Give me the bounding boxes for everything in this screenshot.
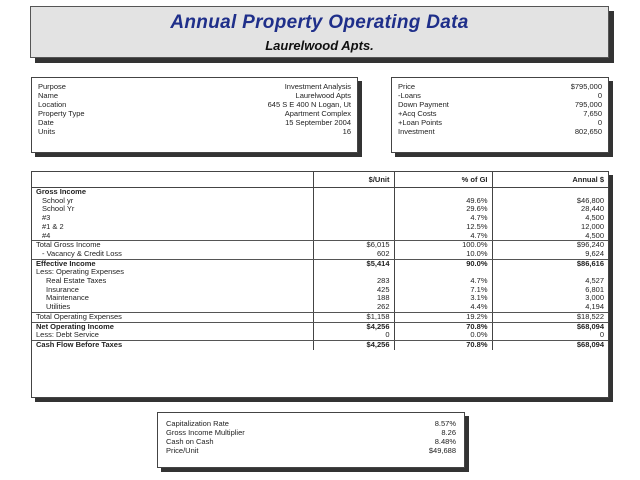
annual-value: $68,094 [492,322,608,331]
per-unit-value: $4,256 [313,340,394,349]
property-info-label: Property Type [38,109,85,118]
property-info-row [32,100,357,109]
row-label: Net Operating Income [36,321,114,331]
table-row [32,232,608,241]
table-row [32,223,608,232]
per-unit-value: 283 [313,277,394,286]
row-label: Less: Operating Expenses [36,267,124,277]
operating-data-table-box [31,171,609,398]
row-label: Utilities [32,303,313,312]
ratio-row [158,419,464,428]
pct-gi-value: 4.7% [394,232,492,241]
row-label: - Vacancy & Credit Loss [32,250,313,259]
property-info-label: Purpose [38,82,66,91]
annual-value: 4,194 [492,303,608,312]
property-info-box [31,77,358,153]
property-info-row [32,109,357,118]
price-info-value: 795,000 [574,100,602,109]
row-label: Maintenance [46,293,89,303]
row-label: School yr [42,195,74,205]
column-header-annual: Annual $ [492,172,608,188]
pct-gi-value: 29.6% [394,205,492,214]
ratio-label: Gross Income Multiplier [166,428,245,437]
annual-value: $18,522 [492,312,608,322]
ratio-label: Price/Unit [166,446,199,455]
column-header-pct-gi: % of GI [394,172,492,188]
per-unit-value: $6,015 [313,241,394,250]
price-info-value: 802,650 [574,127,602,136]
row-label: #3 [42,213,51,223]
annual-value: 4,500 [492,214,608,223]
table-row [32,294,608,303]
pct-gi-value: 4.4% [394,303,492,312]
price-info-value: 0 [597,91,602,100]
per-unit-value: 602 [313,250,394,259]
column-header-label [32,172,313,188]
report-header [30,6,609,58]
table-row [32,205,608,214]
annual-value: 4,527 [492,277,608,286]
table-row [32,188,608,197]
annual-value: $96,240 [492,241,608,250]
property-info-row [32,127,357,136]
per-unit-value [313,205,394,214]
price-info-row [392,109,608,118]
table-row [32,286,608,295]
per-unit-value: 188 [313,294,394,303]
price-info-label: Price [398,82,416,91]
per-unit-value: 262 [313,303,394,312]
pct-gi-value: 7.1% [394,286,492,295]
property-info-label: Date [38,118,54,127]
annual-value: 9,624 [492,250,608,259]
annual-value: 12,000 [492,223,608,232]
row-label: #1 & 2 [42,221,64,231]
annual-value: 28,440 [492,205,608,214]
table-row [32,214,608,223]
ratio-row [158,428,464,437]
property-info-value: 15 September 2004 [285,118,351,127]
row-label: Effective Income [36,258,96,268]
per-unit-value [313,188,394,197]
ratio-row [158,446,464,455]
property-info-value: 645 S E 400 N Logan, Ut [267,100,351,109]
pct-gi-value: 4.7% [394,214,492,223]
pct-gi-value: 3.1% [394,294,492,303]
pct-gi-value: 4.7% [394,277,492,286]
operating-data-table [32,172,608,350]
row-label: Less: Debt Service [32,331,313,340]
price-info-row [392,91,608,100]
annual-value: 6,801 [492,286,608,295]
pct-gi-value: 70.8% [394,322,492,331]
price-info-row [392,127,608,136]
ratio-value: $49,688 [428,446,456,455]
price-info-label: Down Payment [398,100,449,109]
property-info-value: Apartment Complex [284,109,351,118]
row-label: Insurance [46,284,79,294]
per-unit-value: $5,414 [313,259,394,268]
per-unit-value: 0 [313,331,394,340]
property-info-row [32,118,357,127]
property-info-value: 16 [342,127,351,136]
annual-value: $86,616 [492,259,608,268]
ratios-box [157,412,465,468]
row-label: Gross Income [36,187,87,196]
annual-value: 3,000 [492,294,608,303]
annual-value: 0 [492,331,608,340]
price-info-label: +Loan Points [398,118,442,127]
ratio-label: Capitalization Rate [166,419,229,428]
ratio-value: 8.48% [434,437,456,446]
pct-gi-value: 19.2% [394,312,492,322]
property-name-subtitle: Laurelwood Apts. [265,38,374,53]
row-label: #4 [32,232,313,241]
pct-gi-value: 12.5% [394,223,492,232]
annual-value: $68,094 [492,340,608,349]
property-info-label: Name [38,91,59,100]
pct-gi-value: 49.6% [394,197,492,206]
price-info-row [392,118,608,127]
pct-gi-value: 70.8% [394,340,492,349]
property-info-row [32,91,357,100]
table-row [32,197,608,206]
report-title: Annual Property Operating Data [170,12,469,33]
price-info-value: 7,650 [583,109,602,118]
price-info-box [391,77,609,153]
price-info-row [392,100,608,109]
price-info-row [392,82,608,91]
table-row [32,250,608,259]
per-unit-value: $4,256 [313,322,394,331]
per-unit-value: $1,158 [313,312,394,322]
per-unit-value [313,214,394,223]
column-header-per-unit: $/Unit [313,172,394,188]
row-label: Total Operating Expenses [32,312,313,322]
property-info-value: Investment Analysis [284,82,351,91]
row-label: School Yr [42,204,75,214]
pct-gi-value: 0.0% [394,331,492,340]
property-info-label: Location [38,100,67,109]
annual-value: $46,800 [492,197,608,206]
ratio-label: Cash on Cash [166,437,214,446]
row-label: Total Gross Income [36,240,101,250]
price-info-label: Investment [398,127,435,136]
table-row [32,312,608,322]
pct-gi-value: 90.0% [394,259,492,268]
per-unit-value [313,197,394,206]
property-info-label: Units [38,127,56,136]
ratio-value: 8.26 [441,428,456,437]
table-header-row [32,172,608,188]
per-unit-value: 425 [313,286,394,295]
annual-value: 4,500 [492,232,608,241]
table-row [32,303,608,312]
row-label: Real Estate Taxes [46,276,107,286]
price-info-label: -Loans [398,91,421,100]
ratio-row [158,437,464,446]
table-row [32,340,608,349]
pct-gi-value: 100.0% [394,241,492,250]
property-info-value: Laurelwood Apts [295,91,351,100]
price-info-label: +Acq Costs [398,109,437,118]
per-unit-value [313,223,394,232]
table-row [32,322,608,331]
row-label: Cash Flow Before Taxes [36,339,123,349]
price-info-value: $795,000 [570,82,602,91]
table-row [32,268,608,277]
pct-gi-value: 10.0% [394,250,492,259]
ratio-value: 8.57% [434,419,456,428]
price-info-value: 0 [597,118,602,127]
table-row [32,277,608,286]
property-info-row [32,82,357,91]
